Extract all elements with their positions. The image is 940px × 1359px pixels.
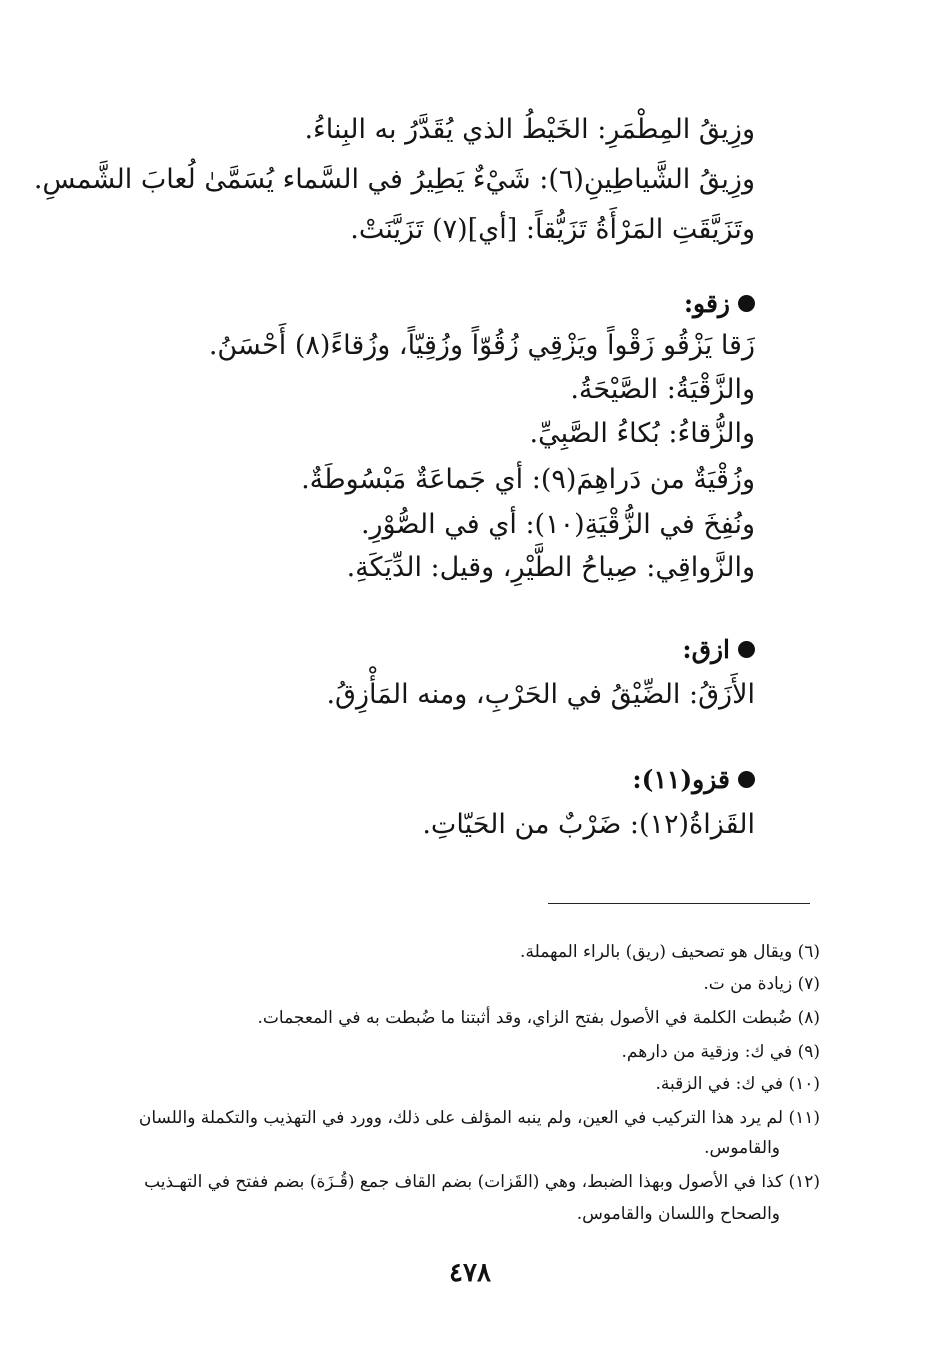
footnote-divider bbox=[548, 903, 810, 904]
footnote: (٧) زيادة من ت. bbox=[703, 974, 820, 994]
section-heading-azq bbox=[155, 632, 755, 668]
entry-line: والزَّواقِي: صِياحُ الطَّيْرِ، وقيل: الدِّيَكَةِ. bbox=[346, 552, 755, 583]
heading-label: ازق: bbox=[682, 635, 730, 664]
entry-line: وتَزَيَّقَتِ المَرْأَةُ تَزَيُّقاً: [أي](٧) تَزَيَّنَتْ. bbox=[350, 214, 755, 245]
footnote: (٦) ويقال هو تصحيف (ريق) بالراء المهملة. bbox=[520, 942, 820, 962]
page-number: ٤٧٨ bbox=[449, 1258, 491, 1288]
bullet-icon bbox=[738, 641, 755, 658]
entry-line: وزُقْيَةٌ من دَراهِمَ(٩): أي جَماعَةٌ مَبْسُوطَةٌ. bbox=[301, 464, 755, 495]
entry-line: والزُّقاءُ: بُكاءُ الصَّبِيِّ. bbox=[529, 418, 755, 449]
entry-line: ونُفِخَ في الزُّقْيَةِ(١٠): أي في الصُّوْرِ. bbox=[360, 509, 755, 540]
heading-label: قزو(١١): bbox=[632, 765, 730, 794]
footnote-continuation: والقاموس. bbox=[704, 1138, 780, 1158]
section-heading-qzw bbox=[155, 762, 755, 798]
footnote: (٩) في ك: وزقية من دارهم. bbox=[621, 1042, 820, 1062]
bullet-icon bbox=[738, 771, 755, 788]
footnote: (٨) ضُبطت الكلمة في الأصول بفتح الزاي، وقد أثبتنا ما ضُبطت به في المعجمات. bbox=[257, 1008, 820, 1028]
footnote: (١١) لم يرد هذا التركيب في العين، ولم ينبه المؤلف على ذلك، وورد في التهذيب والتكملة واللسان bbox=[138, 1108, 820, 1128]
entry-line: وزِيقُ الشَّياطِينِ(٦): شَيْءٌ يَطِيرُ في السَّماء يُسَمَّىٰ لُعابَ الشَّمسِ. bbox=[33, 164, 755, 195]
entry-line: زَقا يَزْقُو زَقْواً ويَزْقِي زُقُوّاً وزُقِيّاً، وزُقاءً(٨) أَحْسَنُ. bbox=[208, 330, 755, 361]
footnote-continuation: والصحاح واللسان والقاموس. bbox=[576, 1204, 780, 1224]
footnote: (١٢) كذا في الأصول وبهذا الضبط، وهي (القَزات) بضم القاف جمع (قُـزَة) بضم ففتح في التهـذيب bbox=[144, 1172, 820, 1192]
entry-line: القَزاةُ(١٢): ضَرْبٌ من الحَيّاتِ. bbox=[422, 809, 755, 840]
heading-label: زقو: bbox=[683, 289, 730, 318]
bullet-icon bbox=[738, 295, 755, 312]
entry-line: وزِيقُ المِطْمَرِ: الخَيْطُ الذي يُقَدَّرُ به البِناءُ. bbox=[304, 114, 755, 145]
entry-line: الأَزَقُ: الضِّيْقُ في الحَرْبِ، ومنه المَأْزِقُ. bbox=[326, 679, 755, 710]
section-heading-zqw bbox=[155, 286, 755, 322]
footnote: (١٠) في ك: في الزقبة. bbox=[655, 1074, 820, 1094]
entry-line: والزَّقْيَةُ: الصَّيْحَةُ. bbox=[570, 374, 755, 405]
